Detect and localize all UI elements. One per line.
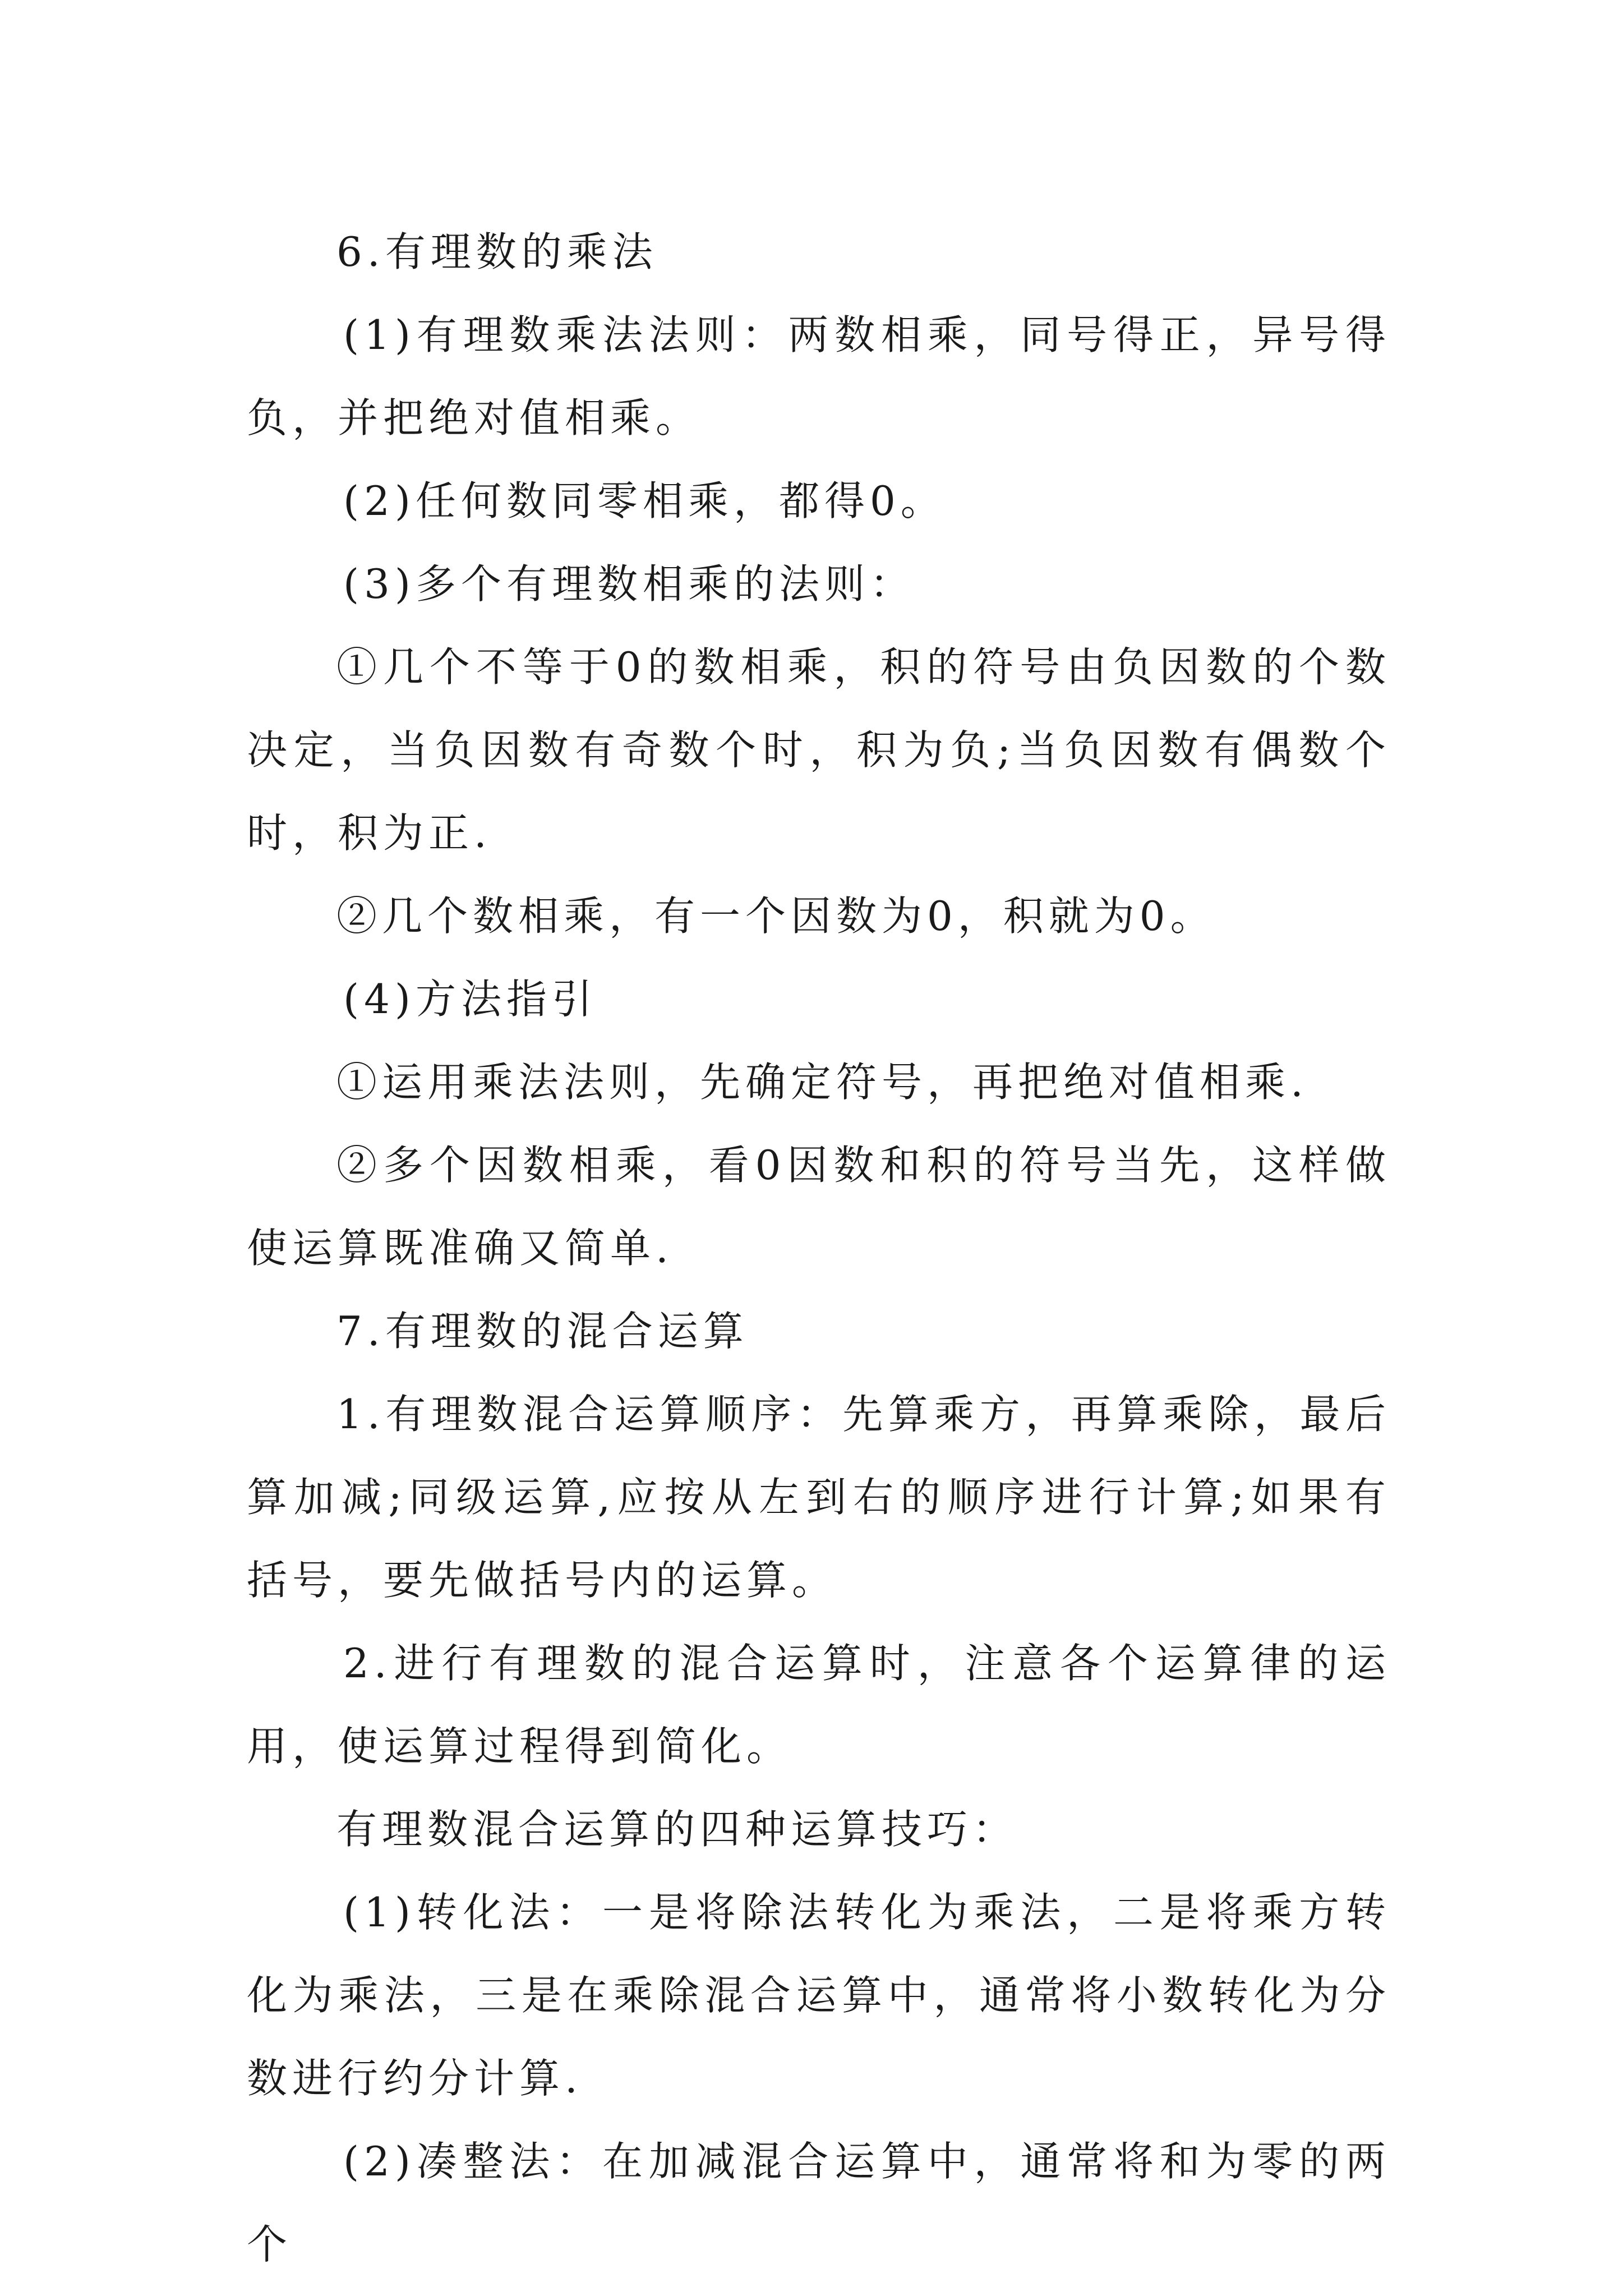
list-item: ①几个不等于0的数相乘，积的符号由负因数的个数决定，当负因数有奇数个时，积为负;当负因数有偶数个时，积为正. xyxy=(247,643,1391,857)
paragraph: (2)任何数同零相乘，都得0。 xyxy=(343,477,946,524)
section-heading-mixed-operations: 7.有理数的混合运算 xyxy=(336,1308,749,1355)
paragraph: (1)有理数乘法法则：两数相乘，同号得正，异号得负，并把绝对值相乘。 xyxy=(247,311,1391,441)
paragraph: 2.进行有理数的混合运算时，注意各个运算律的运用，使运算过程得到简化。 xyxy=(247,1640,1391,1770)
paragraph: 有理数混合运算的四种运算技巧： xyxy=(336,1806,1018,1853)
paragraph: (4)方法指引 xyxy=(343,976,597,1023)
section-heading-multiplication: 6.有理数的乘法 xyxy=(336,228,658,275)
paragraph: 1.有理数混合运算顺序：先算乘方，再算乘除，最后算加减;同级运算,应按从左到右的顺序进行计算;如果有括号，要先做括号内的运算。 xyxy=(247,1391,1391,1604)
list-item: ②几个数相乘，有一个因数为0，积就为0。 xyxy=(336,892,1216,940)
list-item: ①运用乘法法则，先确定符号，再把绝对值相乘. xyxy=(336,1059,1308,1106)
list-item: ②多个因数相乘，看0因数和积的符号当先，这样做使运算既准确又简单. xyxy=(247,1142,1391,1272)
document-body xyxy=(247,210,1391,2286)
paragraph: (2)凑整法：在加减混合运算中，通常将和为零的两个 xyxy=(247,2138,1391,2268)
paragraph: (3)多个有理数相乘的法则： xyxy=(343,560,915,608)
paragraph: (1)转化法：一是将除法转化为乘法，二是将乘方转化为乘法，三是在乘除混合运算中，通常将小数转化为分数进行约分计算. xyxy=(247,1889,1391,2102)
